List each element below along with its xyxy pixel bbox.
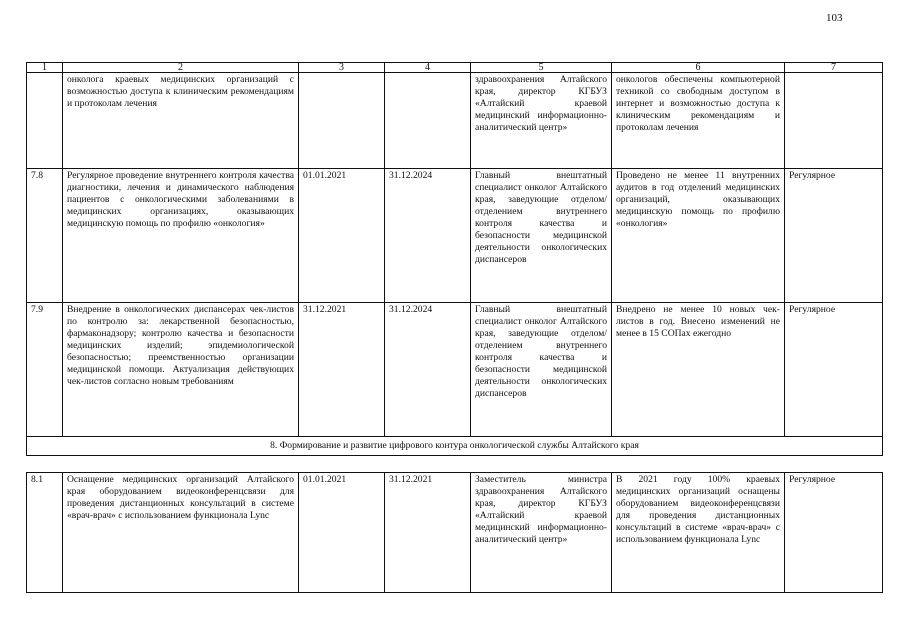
row-number [27,73,63,169]
result-cell: онкологов обеспечены компьютерной техникой со свободным доступом в интернет и возможностью доступа к клиническим рекомендациям и протоколам лечения [612,73,785,169]
table-row [27,169,883,303]
table-row [27,473,883,593]
type-cell [785,73,883,169]
responsible-cell: Заместитель министра здравоохранения Алтайского края, директор КГБУЗ «Алтайский краевой медицинский информационно-аналитический центр» [471,473,612,593]
start-date-cell: 31.12.2021 [299,303,385,437]
start-date-cell [299,73,385,169]
section-title: 8. Формирование и развитие цифрового контура онкологической службы Алтайского края [27,437,883,456]
result-cell: Внедрено не менее 10 новых чек-листов в год. Внесено изменений не менее в 15 СОПах ежегодно [612,303,785,437]
column-header: 3 [299,63,385,73]
activity-cell: онколога краевых медицинских организаций с возможностью доступа к клиническим рекомендациям и протоколам лечения [63,73,299,169]
end-date-cell [385,73,471,169]
column-header: 2 [63,63,299,73]
table-header-row [27,63,883,73]
responsible-cell: Главный внештатный специалист онколог Алтайского края, заведующие отделом/отделением внутреннего контроля качества и безопасности медицинской деятельности онкологических диспансеров [471,169,612,303]
table-row [27,303,883,437]
type-cell: Регулярное [785,169,883,303]
activity-cell: Оснащение медицинских организаций Алтайского края оборудованием видеоконференцсвязи для проведения дистанционных консультаций в системе «врач-врач» с использованием функционала Lync [63,473,299,593]
column-header: 5 [471,63,612,73]
spacer-cell [27,456,883,473]
end-date-cell: 31.12.2021 [385,473,471,593]
column-header: 4 [385,63,471,73]
row-number: 7.9 [27,303,63,437]
responsible-cell: Главный внештатный специалист онколог Алтайского края, заведующие отделом/отделением внутреннего контроля качества и безопасности медицинской деятельности онкологических диспансеров [471,303,612,437]
row-number: 8.1 [27,473,63,593]
end-date-cell: 31.12.2024 [385,303,471,437]
type-cell: Регулярное [785,473,883,593]
start-date-cell: 01.01.2021 [299,473,385,593]
start-date-cell: 01.01.2021 [299,169,385,303]
type-cell: Регулярное [785,303,883,437]
result-cell: Проведено не менее 11 внутренних аудитов в год отделений медицинских организаций, оказывающих медицинскую помощь по профилю «онкология» [612,169,785,303]
activity-cell: Регулярное проведение внутреннего контроля качества диагностики, лечения и динамического наблюдения пациентов с онкологическими заболеваниями в медицинских организациях, оказывающих медицинскую помощь по профилю «онкология» [63,169,299,303]
spacer-row [27,456,883,473]
page-number: 103 [826,12,843,24]
result-cell: В 2021 году 100% краевых медицинских организаций оснащены оборудованием видеоконференцсвязи для проведения дистанционных консультаций в системе «врач-врач» с использованием функционала Lync [612,473,785,593]
activity-cell: Внедрение в онкологических диспансерах чек-листов по контролю за: лекарственной безопасностью, фармаконадзору; контролю качества и безопасности медицинских изделий; эпидемиологической безопасностью; преемственностью организации медицинской помощи. Актуализация действующих чек-листов согласно новым требованиям [63,303,299,437]
section-row [27,437,883,456]
column-header: 7 [785,63,883,73]
table-row [27,73,883,169]
responsible-cell: здравоохранения Алтайского края, директор КГБУЗ «Алтайский краевой медицинский информационно-аналитический центр» [471,73,612,169]
row-number: 7.8 [27,169,63,303]
end-date-cell: 31.12.2024 [385,169,471,303]
plan-table [26,62,883,593]
column-header: 1 [27,63,63,73]
column-header: 6 [612,63,785,73]
